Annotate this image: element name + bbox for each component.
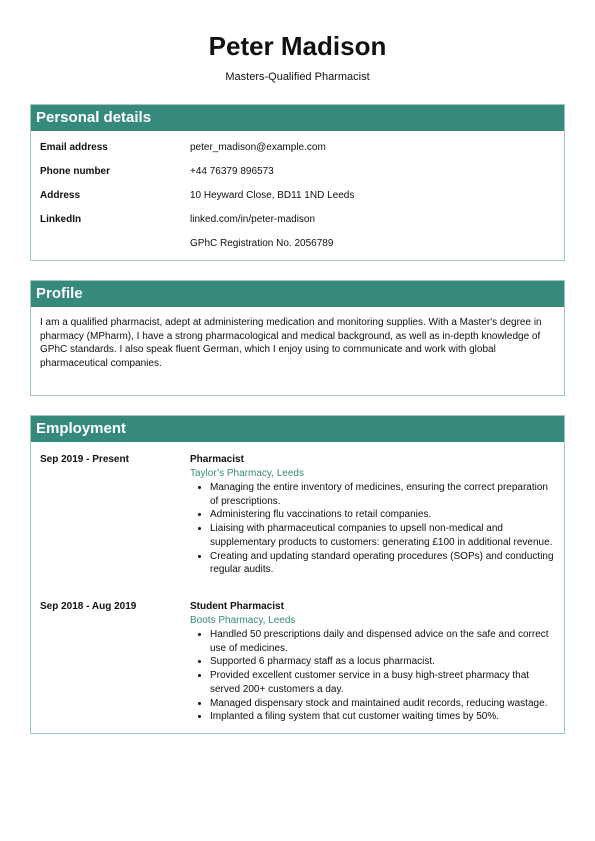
list-item: • Managing the entire inventory of medicines, ensuring the correct preparation of prescriptions. (210, 481, 556, 508)
personal-details-section (30, 104, 565, 261)
detail-row-registration (31, 237, 564, 261)
job-body (190, 453, 556, 577)
detail-row-address (31, 189, 564, 213)
detail-label: Email address (40, 142, 108, 153)
list-item: • Supported 6 pharmacy staff as a locus pharmacist. (210, 655, 556, 669)
job-title: Pharmacist (190, 454, 244, 465)
job-dates: Sep 2019 - Present (40, 454, 129, 465)
profile-text: I am a qualified pharmacist, adept at administering medication and monitoring supplies. With a Master's degree in pharmacy (MPharm), I have a strong pharmacological and medical background, as well as in-depth knowledge of GPhC standards. I also speak fluent German, which I enjoy using to communicate and work with global pharmaceutical companies. (40, 317, 542, 370)
profile-section (30, 280, 565, 396)
list-item: • Creating and updating standard operating procedures (SOPs) and conducting regular audits. (210, 550, 556, 577)
detail-label: Address (40, 190, 81, 201)
registration-value: GPhC Registration No. 2056789 (190, 238, 334, 249)
detail-row-email (31, 141, 564, 165)
address-value: 10 Heyward Close, BD11 1ND Leeds (190, 190, 355, 201)
personal-details-list (31, 131, 564, 261)
linkedin-value: linked.com/in/peter-madison (190, 214, 316, 225)
detail-row-phone (31, 165, 564, 189)
detail-label: LinkedIn (40, 214, 82, 225)
list-item: • Liaising with pharmaceutical companies to upsell non-medical and supplementary products to customers: generating £100 in additional revenue. (210, 522, 556, 549)
job-dates: Sep 2018 - Aug 2019 (40, 601, 137, 612)
email-value: peter_madison@example.com (190, 142, 326, 153)
job-entry (31, 600, 564, 730)
job-body (190, 600, 556, 724)
employment-heading: Employment (31, 416, 564, 442)
job-company: Boots Pharmacy, Leeds (190, 615, 296, 626)
job-bullets (190, 628, 556, 724)
personal-details-heading: Personal details (31, 105, 564, 131)
phone-value: +44 76379 896573 (190, 166, 274, 177)
profile-heading: Profile (31, 281, 564, 307)
list-item: • Managed dispensary stock and maintained audit records, reducing wastage. (210, 697, 556, 711)
list-item: • Handled 50 prescriptions daily and dispensed advice on the safe and correct use of medicines. (210, 628, 556, 655)
candidate-name: Peter Madison (208, 31, 387, 61)
employment-section (30, 415, 565, 734)
list-item: • Implanted a filing system that cut customer waiting times by 50%. (210, 710, 556, 724)
job-company: Taylor’s Pharmacy, Leeds (190, 468, 304, 479)
list-item: • Administering flu vaccinations to retail companies. (210, 508, 556, 522)
list-item: • Provided excellent customer service in a busy high-street pharmacy that served 200+ customers a day. (210, 669, 556, 696)
detail-row-linkedin (31, 213, 564, 237)
detail-label: Phone number (40, 166, 111, 177)
candidate-subtitle: Masters-Qualified Pharmacist (225, 71, 370, 83)
job-title: Student Pharmacist (190, 601, 284, 612)
job-entry (31, 453, 564, 593)
job-bullets (190, 481, 556, 577)
